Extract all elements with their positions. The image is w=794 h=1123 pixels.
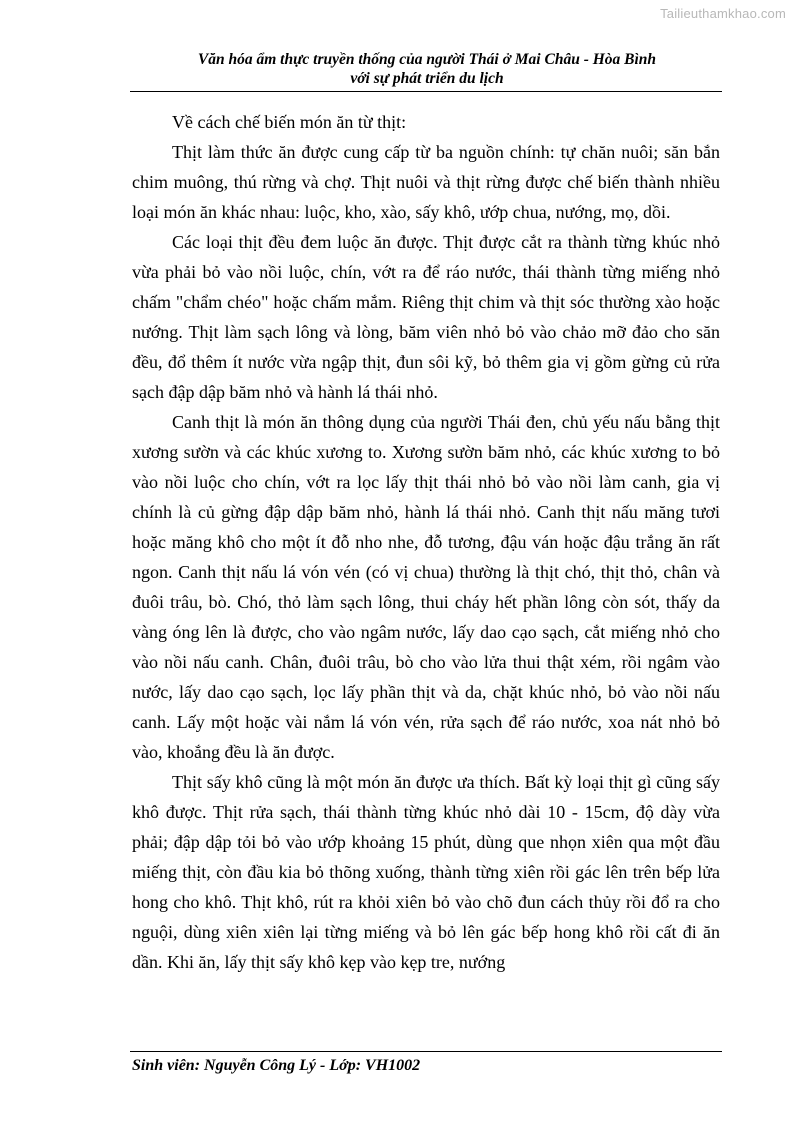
header-divider	[130, 91, 722, 92]
header-title-line-2: với sự phát triển du lịch	[350, 70, 504, 87]
document-body	[132, 107, 720, 977]
paragraph-meat-sources: Thịt làm thức ăn được cung cấp từ ba nguồn chính: tự chăn nuôi; săn bắn chim muông, thú rừng và chợ. Thịt nuôi và thịt rừng được chế biến thành nhiều loại món ăn khác nhau: luộc, kho, xào, sấy khô, ướp chua, nướng, mọ, dồi.	[132, 142, 720, 222]
paragraph-boiled-meat: Các loại thịt đều đem luộc ăn được. Thịt được cắt ra thành từng khúc nhỏ vừa phải bỏ vào nồi luộc, chín, vớt ra để ráo nước, thái thành từng miếng nhỏ chấm "chẩm chéo" hoặc chấm mắm. Riêng thịt chim và thịt sóc thường xào hoặc nướng. Thịt làm sạch lông và lòng, băm viên nhỏ bỏ vào chảo mỡ đảo cho săn đều, đổ thêm ít nước vừa ngập thịt, đun sôi kỹ, bỏ thêm gia vị gồm gừng củ rửa sạch đập dập băm nhỏ và hành lá thái nhỏ.	[132, 232, 720, 402]
footer-divider	[130, 1051, 722, 1052]
page-footer: Sinh viên: Nguyễn Công Lý - Lớp: VH1002	[132, 1057, 421, 1074]
paragraph-dried-meat: Thịt sấy khô cũng là một món ăn được ưa thích. Bất kỳ loại thịt gì cũng sấy khô được. Thịt rửa sạch, thái thành từng khúc nhỏ dài 10 - 15cm, độ dày vừa phải; đập dập tỏi bỏ vào ướp khoảng 15 phút, dùng que nhọn xiên qua một đầu miếng thịt, còn đầu kia bỏ thõng xuống, thành từng xiên rồi gác lên trên bếp lửa hong cho khô. Thịt khô, rút ra khỏi xiên bỏ vào chõ đun cách thủy rồi đổ ra cho nguội, dùng xiên xiên lại từng miếng và bỏ lên gác bếp hong khô rồi cất đi ăn dần. Khi ăn, lấy thịt sấy khô kẹp vào kẹp tre, nướng	[132, 772, 720, 972]
header-title-line-1: Văn hóa ẩm thực truyền thống của người Thái ở Mai Châu - Hòa Bình	[197, 51, 657, 68]
paragraph-intro: Về cách chế biến món ăn từ thịt:	[172, 112, 407, 132]
watermark: Tailieuthamkhao.com	[660, 6, 786, 21]
paragraph-meat-soup: Canh thịt là món ăn thông dụng của người Thái đen, chủ yếu nấu bằng thịt xương sườn và các khúc xương to. Xương sườn băm nhỏ, các khúc xương to bỏ vào nồi luộc cho chín, vớt ra lọc lấy thịt thái nhỏ bỏ vào nồi làm canh, gia vị chính là củ gừng đập dập băm nhỏ, hành lá thái nhỏ. Canh thịt nấu măng tươi hoặc măng khô cho một ít đỗ nho nhe, đỗ tương, đậu ván hoặc đậu trắng ăn rất ngon. Canh thịt nấu lá vón vén (có vị chua) thường là thịt chó, thịt thỏ, chân và đuôi trâu, bò. Chó, thỏ làm sạch lông, thui cháy hết phần lông còn sót, thấy da vàng óng lên là được, cho vào ngâm nước, lấy dao cạo sạch, cắt miếng nhỏ cho vào nồi nấu canh. Chân, đuôi trâu, bò cho vào lửa thui thật xém, rồi ngâm vào nước, lấy dao cạo sạch, lọc lấy phần thịt và da, chặt khúc nhỏ, bỏ vào nồi nấu canh. Lấy một hoặc vài nắm lá vón vén, rửa sạch để ráo nước, xoa nát nhỏ bỏ vào, khoắng đều là ăn được.	[132, 412, 720, 762]
page-header	[132, 50, 722, 88]
